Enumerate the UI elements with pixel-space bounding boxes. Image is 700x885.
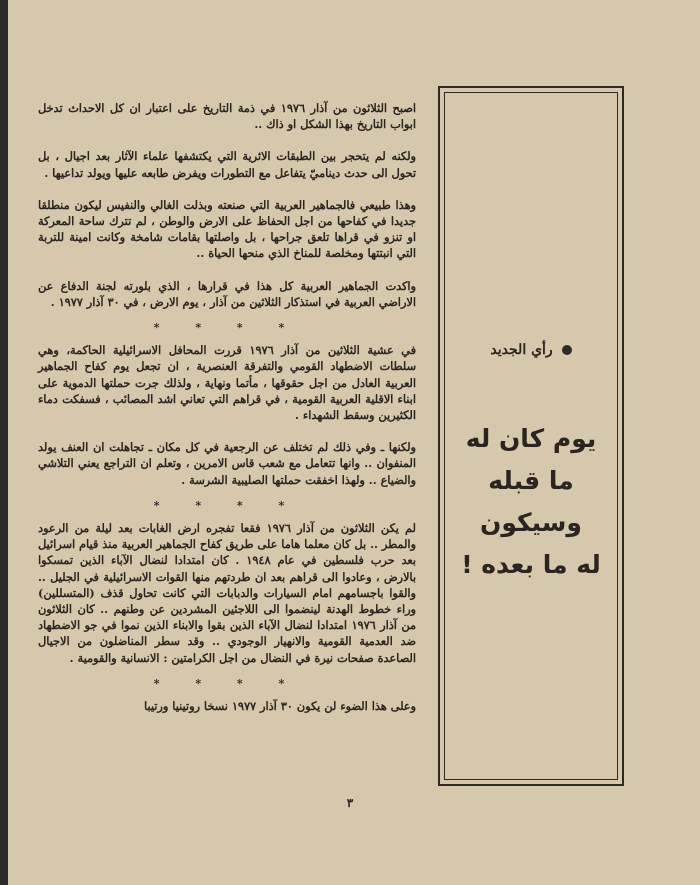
- section-separator-3: * * * *: [153, 676, 301, 690]
- headline-line-1: يوم كان له: [465, 424, 597, 453]
- article-paragraph-1: اصبح الثلاثون من آذار ١٩٧٦ في ذمة التاريخ على اعتبار ان كل الاحداث تدخل ابواب التاريخ بهذا الشكل او ذاك ..: [38, 101, 416, 132]
- section-separator-1: * * * *: [153, 321, 301, 335]
- article-paragraph-6: ولكنها ـ وفي ذلك لم تختلف عن الرجعية في كل مكان ـ تجاهلت ان العنف يولد المنفوان .. وانها تتعامل مع شعب قاس الامرين ، وتعلم ان التراجع يعني التلاشي والضياع .. ولهذا اخفقت حملتها الصليبية الشرسة .: [38, 440, 416, 487]
- article-paragraph-5: في عشية الثلاثين من آذار ١٩٧٦ قررت المحافل الاسرائيلية الحاكمة، وهي سلطات الاضطهاد القومي والتفرقة العنصرية ، ان تجعل يوم كفاح الجماهير العربية العادل من اجل حقوقها ، مأتما ونهاية ، ولذلك جرت حملتها الدموية على ابناء الاقلية العربية القومية ، في قراهم التي تعاني اشد المصائب ، فسفكت دماء الكثيرين وسقط الشهداء .: [38, 343, 416, 423]
- article-paragraph-2: ولكنه لم يتحجر بين الطبقات الاثرية التي يكتشفها علماء الآثار بعد اجيال ، بل تحول الى حدث ديناميّ يتفاعل مع التطورات ويفرض طابعه عليها ويولد تداعيها .: [38, 149, 416, 180]
- article-paragraph-3: وهذا طبيعي فالجماهير العربية التي صنعته وبذلت الغالي والنفيس ليكون منطلقا جديدا في كفاحها من اجل الحفاظ على الارض والوطن ، لم تترك ساحة المعركة او تنزو في قراها تلعق جراحها ، بل واصلتها بقامات شامخة وكانت امينة للتربة التي انبتتها ومخلصة للمناخ الذي منحها الحياة ..: [38, 197, 416, 261]
- article-paragraph-4: واكدت الجماهير العربية كل هذا في قرارها ، الذي بلورته لجنة الدفاع عن الاراضي العربية في استذكار الثلاثين من آذار ، يوم الارض ، في ٣٠ آذار ١٩٧٧ .: [38, 278, 416, 309]
- headline-line-3: وسيكون: [480, 508, 582, 537]
- section-separator-2: * * * *: [153, 498, 301, 512]
- page-number: ٣: [346, 796, 354, 810]
- editorial-kicker: [440, 342, 622, 358]
- article-paragraph-8: وعلى هذا الضوء لن يكون ٣٠ آذار ١٩٧٧ نسخا روتينيا ورتيبا: [144, 699, 416, 714]
- article-paragraph-7: لم يكن الثلاثون من آذار ١٩٧٦ فقعا تفجره ارض الغابات بعد ليلة من الرعود والمطر .. بل كان معلما هاما على طريق كفاح الجماهير العربية منذ قيام اسرائيل بعد حرب فلسطين في عام ١٩٤٨ . كان امتدادا لنضال الآباء الذين تمسكوا بالارض ، وعادوا الى قراهم بعد ان طردتهم منها القوات الاسرائيلية في الجليل .. والقوا باجسامهم امام السيارات والدبابات التي كانت تحاول قذف (المتسللين) وراء خطوط الهدنة لينضموا الى اللاجئين المشردين عن وطنهم .. كان الثلاثون من آذار ١٩٧٦ امتدادا لنضال الآباء الذين بقوا والابناء الذين نموا في جو الاضطهاد ضد العدمية القومية والانهيار الوجودي .. وقد سطر المناضلون من الاجيال الصاعدة صفحات نيرة في النضال من اجل الكرامتين : الانسانية والقومية .: [38, 521, 417, 665]
- article-column: [38, 100, 416, 730]
- headline-line-4: له ما بعده !: [461, 550, 601, 579]
- editorial-box: [438, 86, 624, 786]
- editorial-headline: [446, 418, 616, 586]
- bullet-dot-icon: [562, 345, 572, 355]
- headline-line-2: ما قبله: [488, 466, 574, 495]
- editorial-kicker-text: رأي الجديد: [490, 342, 553, 358]
- scan-edge: [0, 0, 8, 885]
